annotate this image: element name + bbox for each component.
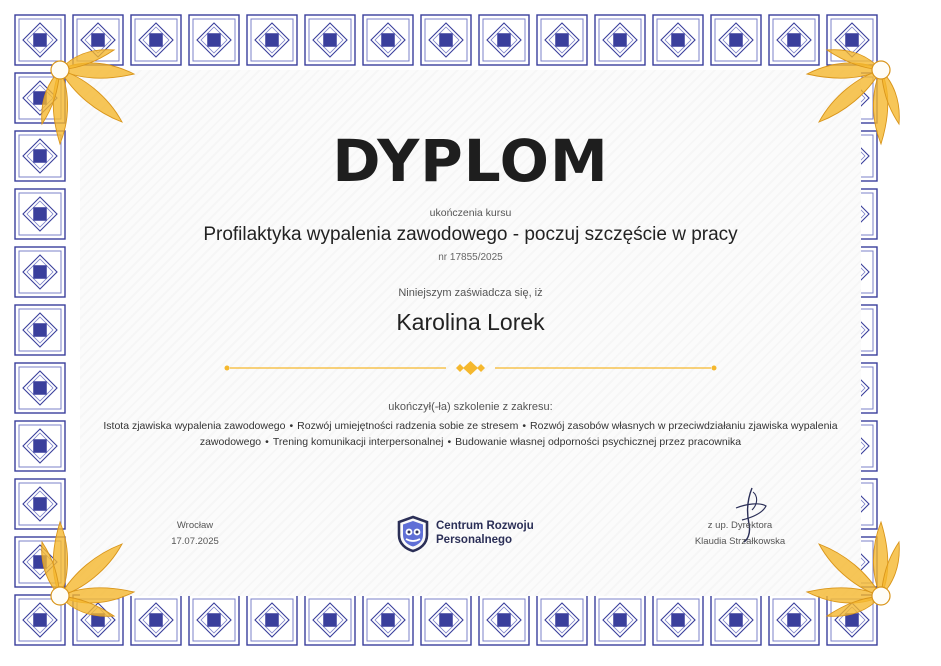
topic-separator: • <box>447 436 452 448</box>
gold-divider-icon <box>224 358 717 378</box>
border-tile <box>247 595 297 645</box>
diploma-number: nr 17855/2025 <box>438 252 503 263</box>
topic-item: Trening komunikacji interpersonalnej <box>272 436 444 448</box>
border-tile <box>479 15 529 65</box>
signer-name: Klaudia Strzałkowska <box>694 536 786 547</box>
border-tile <box>653 595 703 645</box>
diploma-subtitle: ukończenia kursu <box>429 207 512 219</box>
topics-list <box>100 418 841 450</box>
signer-role: z up. Dyrektora <box>707 520 773 531</box>
logo-line-1: Centrum Rozwoju <box>436 520 534 532</box>
organization-logo <box>396 515 566 555</box>
border-tile <box>247 15 297 65</box>
topic-item: Rozwój umiejętności radzenia sobie ze stresem <box>297 420 519 432</box>
topic-item: Rozwój zasobów własnych w przeciwdziałaniu zjawiska wypalenia zawodowego <box>199 420 838 448</box>
course-name: Profilaktyka wypalenia zawodowego - poczuj szczęście w pracy <box>203 224 738 245</box>
border-tile <box>711 595 761 645</box>
border-tile <box>305 15 355 65</box>
border-tile <box>537 595 587 645</box>
location: Wrocław <box>176 520 214 531</box>
border-tile <box>189 595 239 645</box>
issue-date: 17.07.2025 <box>171 536 219 547</box>
signer-block <box>680 518 800 550</box>
border-tile <box>363 15 413 65</box>
completed-text: ukończył(-ła) szkolenie z zakresu: <box>388 401 553 413</box>
border-tile <box>305 595 355 645</box>
topic-separator: • <box>265 436 269 448</box>
topic-separator: • <box>522 420 527 432</box>
owl-shield-icon <box>396 515 430 553</box>
border-tile <box>653 15 703 65</box>
recipient-name: Karolina Lorek <box>396 309 545 335</box>
flower-ornament-bottom-left-icon <box>30 516 140 626</box>
location-date-block <box>140 518 250 550</box>
topic-item: Istota zjawiska wypalenia zawodowego <box>103 420 286 432</box>
border-tile <box>421 595 471 645</box>
border-tile <box>479 595 529 645</box>
topic-separator: • <box>289 420 294 432</box>
certify-text: Niniejszym zaświadcza się, iż <box>398 287 543 299</box>
border-tile <box>537 15 587 65</box>
border-tile <box>189 15 239 65</box>
flower-ornament-bottom-right-icon <box>801 516 911 626</box>
diploma-title: DYPLOM <box>332 127 609 195</box>
border-tile <box>421 15 471 65</box>
logo-line-2: Personalnego <box>436 534 513 546</box>
border-tile <box>363 595 413 645</box>
border-tile <box>595 15 645 65</box>
topic-item: Budowanie własnej odporności psychicznej przez pracownika <box>455 436 742 448</box>
border-tile <box>15 421 65 471</box>
border-tile <box>711 15 761 65</box>
border-tile <box>595 595 645 645</box>
